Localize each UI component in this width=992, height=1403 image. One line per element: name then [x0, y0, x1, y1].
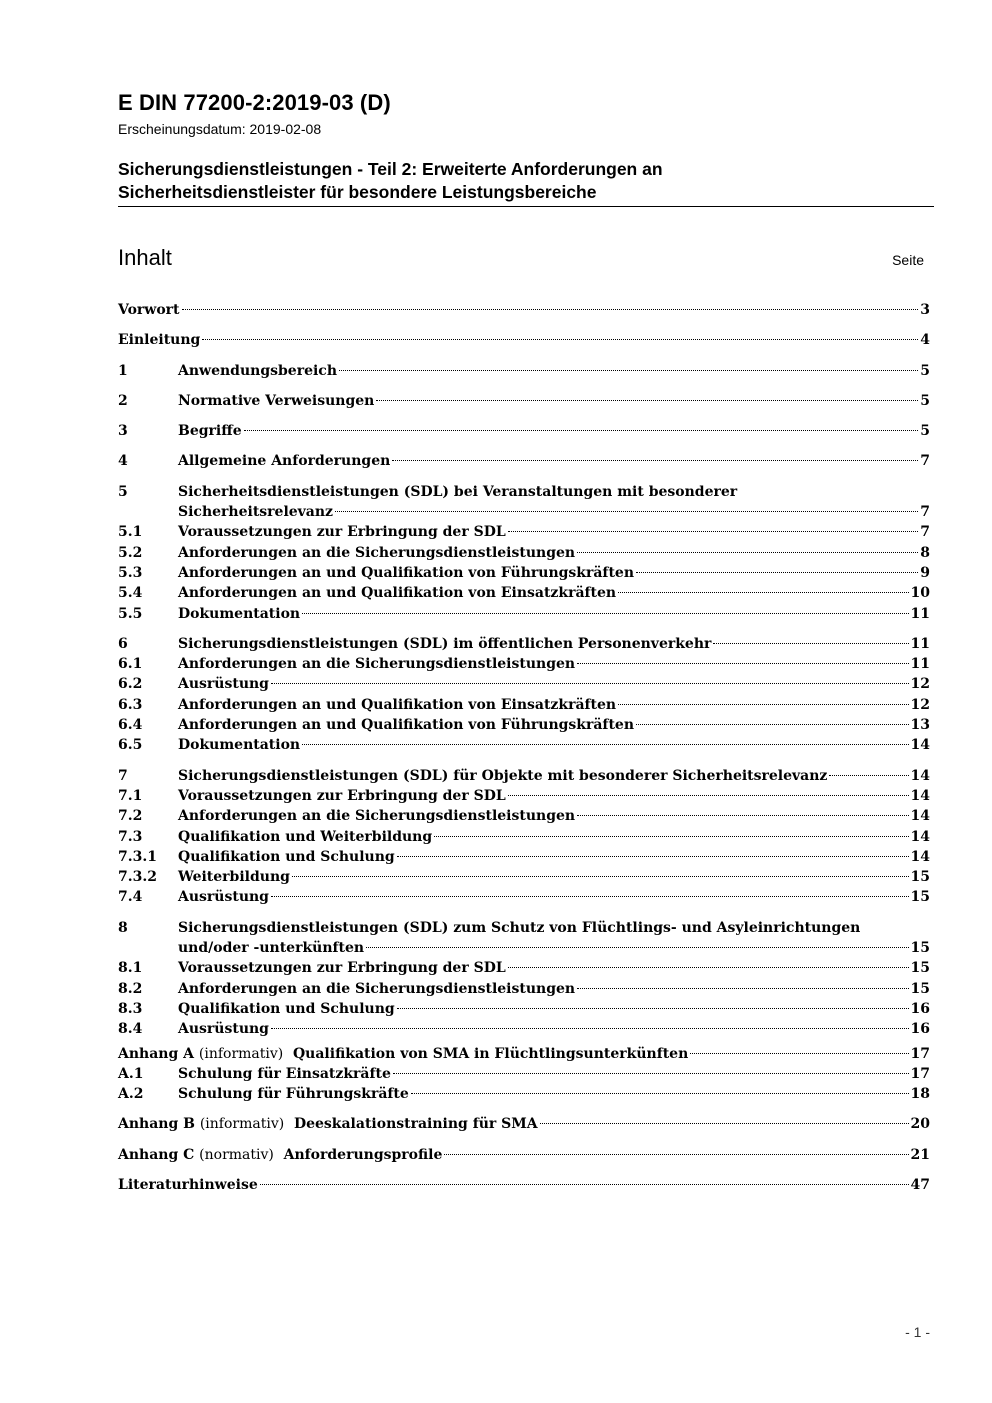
toc-entry-title: Begriffe — [178, 423, 242, 440]
toc-entry-title: Weiterbildung — [178, 869, 290, 886]
toc-entry-5[interactable] — [118, 482, 930, 523]
toc-entry-title: Anforderungen an und Qualifikation von Einsatzkräften — [178, 585, 617, 602]
toc-entry-number: 7.4 — [118, 889, 143, 906]
toc-entry-number: 6.4 — [118, 717, 143, 734]
document-title — [118, 158, 934, 207]
toc-entry-page: 9 — [920, 564, 930, 581]
toc-entry-7-4[interactable] — [118, 887, 930, 907]
toc-entry-title: Anwendungsbereich — [178, 362, 337, 379]
toc-entry-page: 18 — [910, 1086, 930, 1103]
toc-entry-title: Dokumentation — [178, 737, 301, 754]
toc-entry-title: Literaturhinweise — [118, 1176, 258, 1193]
toc-entry-title: Ausrüstung — [178, 1021, 269, 1038]
toc-entry-number: 7.3.1 — [118, 848, 157, 865]
toc-entry-title: Ausrüstung — [178, 889, 269, 906]
toc-entry-page: 15 — [910, 869, 930, 886]
toc-entry-number: 6.3 — [118, 696, 143, 713]
toc-entry-number: 8.3 — [118, 1000, 143, 1017]
toc-entry-page: 10 — [910, 585, 930, 602]
toc-entry-title: Voraussetzungen zur Erbringung der SDL — [178, 960, 506, 977]
toc-entry-page: 4 — [920, 332, 930, 349]
toc-entry-number: 7.3 — [118, 828, 143, 845]
toc-entry-page: 14 — [910, 828, 930, 845]
toc-annex-label: Anhang A — [118, 1045, 194, 1062]
toc-entry-number: 6.5 — [118, 737, 143, 754]
toc-entry-8-3[interactable] — [118, 999, 930, 1019]
toc-entry-page: 14 — [910, 767, 930, 784]
toc-entry-title-line-2: Sicherheitsrelevanz — [178, 504, 334, 521]
toc-entry-5-5[interactable] — [118, 604, 930, 624]
toc-entry-title: Sicherungsdienstleistungen (SDL) für Objekte mit besonderer Sicherheitsrelevanz — [178, 767, 828, 784]
toc-entry-7-1[interactable] — [118, 786, 930, 806]
toc-entry-title: Normative Verweisungen — [178, 392, 375, 409]
toc-entry-title: Qualifikation und Schulung — [178, 1000, 395, 1017]
toc-entry-7-3[interactable] — [118, 827, 930, 847]
toc-entry-4[interactable] — [118, 451, 930, 471]
toc-entry-8-2[interactable] — [118, 979, 930, 999]
toc-entry-number: 5 — [118, 483, 128, 500]
toc-entry-anhang-c[interactable] — [118, 1145, 930, 1165]
toc-entry-title-line-1: Sicherheitsdienstleistungen (SDL) bei Veranstaltungen mit besonderer — [178, 483, 738, 500]
toc-entry-number: 7.1 — [118, 787, 143, 804]
toc-entry-title: Voraussetzungen zur Erbringung der SDL — [178, 787, 506, 804]
toc-entry-number: 6 — [118, 635, 128, 652]
toc-entry-title-line-1: Sicherungsdienstleistungen (SDL) zum Schutz von Flüchtlings- und Asyleinrichtungen — [178, 919, 861, 936]
toc-entry-number: 5.2 — [118, 544, 143, 561]
toc-entry-page: 14 — [910, 737, 930, 754]
toc-entry-page: 12 — [910, 696, 930, 713]
toc-entry-number: 3 — [118, 423, 128, 440]
toc-entry-page: 7 — [920, 524, 930, 541]
toc-annex-kind: (informativ) — [198, 1045, 284, 1062]
document-id: E DIN 77200-2:2019-03 (D) — [118, 90, 391, 115]
toc-entry-number: 7 — [118, 767, 128, 784]
toc-entry-3[interactable] — [118, 421, 930, 441]
toc-entry-title: Anforderungsprofile — [283, 1146, 443, 1163]
toc-entry-page: 16 — [910, 1021, 930, 1038]
toc-entry-6-1[interactable] — [118, 654, 930, 674]
toc-entry-page: 5 — [920, 362, 930, 379]
toc-entry-page: 20 — [910, 1116, 930, 1133]
toc-entry-page: 14 — [910, 848, 930, 865]
toc-entry-title: Qualifikation und Weiterbildung — [178, 828, 433, 845]
toc-entry-einleitung[interactable] — [118, 330, 930, 350]
toc-entry-page: 13 — [910, 717, 930, 734]
toc-entry-number: 8.2 — [118, 980, 143, 997]
toc-heading: Inhalt — [118, 245, 172, 270]
toc-entry-5-2[interactable] — [118, 543, 930, 563]
toc-entry-title: Qualifikation von SMA in Flüchtlingsunterkünften — [292, 1045, 689, 1062]
toc-entry-page: 14 — [910, 787, 930, 804]
toc-entry-5-4[interactable] — [118, 583, 930, 603]
toc-entry-page: 15 — [910, 980, 930, 997]
toc-entry-page: 17 — [910, 1065, 930, 1082]
toc-entry-8-1[interactable] — [118, 958, 930, 978]
toc-entry-vorwort[interactable] — [118, 300, 930, 320]
toc-entry-page: 5 — [920, 392, 930, 409]
toc-entry-number: A.2 — [118, 1086, 144, 1103]
toc-entry-number: 6.2 — [118, 676, 143, 693]
toc-entry-5-3[interactable] — [118, 563, 930, 583]
toc-entry-number: A.1 — [118, 1065, 144, 1082]
toc-entry-anhang-a[interactable] — [118, 1044, 930, 1064]
toc-entry-a-1[interactable] — [118, 1064, 930, 1084]
toc-entry-number: 7.3.2 — [118, 869, 157, 886]
toc-entry-7[interactable] — [118, 766, 930, 786]
toc-entry-title: Allgemeine Anforderungen — [178, 453, 391, 470]
toc-annex-label: Anhang B — [118, 1116, 195, 1133]
toc-entry-title-line-2: und/oder -unterkünften — [178, 940, 365, 957]
toc-annex-kind: (normativ) — [199, 1146, 274, 1163]
toc-entry-title: Qualifikation und Schulung — [178, 848, 395, 865]
toc-entry-7-2[interactable] — [118, 806, 930, 826]
toc-entry-2[interactable] — [118, 391, 930, 411]
toc-entry-page: 15 — [910, 940, 930, 957]
toc-entry-page: 21 — [910, 1146, 930, 1163]
toc-entry-title: Ausrüstung — [178, 676, 269, 693]
toc-entry-8-4[interactable] — [118, 1019, 930, 1039]
toc-entry-page: 12 — [910, 676, 930, 693]
toc-annex-label: Anhang C — [118, 1146, 195, 1163]
toc-entry-page: 7 — [920, 504, 930, 521]
toc-entry-title: Anforderungen an die Sicherungsdienstleistungen — [178, 656, 576, 673]
toc-entry-page: 7 — [920, 453, 930, 470]
toc-entry-title: Schulung für Führungskräfte — [178, 1086, 409, 1103]
toc-entry-anhang-b[interactable] — [118, 1114, 930, 1134]
page-number: - 1 - — [905, 1324, 930, 1340]
toc-entry-title: Schulung für Einsatzkräfte — [178, 1065, 391, 1082]
toc-entry-title: Einleitung — [118, 332, 201, 349]
toc-entry-6-2[interactable] — [118, 674, 930, 694]
toc-entry-title: Deeskalationstraining für SMA — [293, 1116, 538, 1133]
toc-entry-number: 8.4 — [118, 1021, 143, 1038]
toc-entry-title: Anforderungen an die Sicherungsdienstleistungen — [178, 980, 576, 997]
toc-entry-6-5[interactable] — [118, 735, 930, 755]
toc-entry-page: 47 — [910, 1176, 930, 1193]
toc-entry-8[interactable] — [118, 918, 930, 959]
toc-entry-page: 15 — [910, 889, 930, 906]
toc-entry-1[interactable] — [118, 361, 930, 381]
toc-entry-literaturhinweise[interactable] — [118, 1175, 930, 1195]
toc-entry-title: Anforderungen an die Sicherungsdienstleistungen — [178, 544, 576, 561]
toc-entry-number: 8.1 — [118, 960, 143, 977]
toc-entry-number: 8 — [118, 919, 128, 936]
toc-entry-number: 4 — [118, 453, 128, 470]
toc-entry-number: 2 — [118, 392, 128, 409]
toc-entry-page: 11 — [910, 635, 930, 652]
toc-entry-page: 3 — [920, 302, 930, 318]
toc-entry-page: 16 — [910, 1000, 930, 1017]
toc-entry-5-1[interactable] — [118, 522, 930, 542]
document-title-line-2: Sicherheitsdienstleister für besondere Leistungsbereiche — [118, 182, 597, 202]
toc-entry-title: Dokumentation — [178, 605, 301, 622]
toc-entry-page: 17 — [910, 1045, 930, 1062]
toc-entry-title: Voraussetzungen zur Erbringung der SDL — [178, 524, 506, 541]
toc-entry-number: 1 — [118, 362, 128, 379]
toc-entry-title: Anforderungen an und Qualifikation von Einsatzkräften — [178, 696, 617, 713]
toc-entry-7-3-1[interactable] — [118, 847, 930, 867]
toc-entry-a-2[interactable] — [118, 1084, 930, 1104]
toc-entry-6-4[interactable] — [118, 715, 930, 735]
toc-entry-title: Anforderungen an die Sicherungsdienstleistungen — [178, 808, 576, 825]
toc-entry-number: 7.2 — [118, 808, 143, 825]
toc-entry-6[interactable] — [118, 634, 930, 654]
toc-entry-number: 5.5 — [118, 605, 143, 622]
toc-annex-kind: (informativ) — [199, 1116, 285, 1133]
toc-entry-page: 14 — [910, 808, 930, 825]
toc-entry-6-3[interactable] — [118, 695, 930, 715]
toc-entry-number: 5.4 — [118, 585, 143, 602]
toc-entry-title: Vorwort — [118, 302, 180, 318]
toc-entry-title: Sicherungsdienstleistungen (SDL) im öffentlichen Personenverkehr — [178, 635, 712, 652]
toc-entry-title: Anforderungen an und Qualifikation von Führungskräften — [178, 564, 635, 581]
toc-entry-page: 5 — [920, 423, 930, 440]
toc-entry-number: 5.3 — [118, 564, 143, 581]
toc-entry-page: 8 — [920, 544, 930, 561]
publication-date: Erscheinungsdatum: 2019-02-08 — [118, 121, 322, 137]
toc-entry-page: 11 — [910, 656, 930, 673]
toc-entry-number: 6.1 — [118, 656, 143, 673]
toc-entry-7-3-2[interactable] — [118, 867, 930, 887]
toc-entry-page: 11 — [910, 605, 930, 622]
toc-entry-title: Anforderungen an und Qualifikation von Führungskräften — [178, 717, 635, 734]
toc-page-column-label: Seite — [892, 252, 924, 268]
toc-entry-number: 5.1 — [118, 524, 143, 541]
toc-entry-page: 15 — [910, 960, 930, 977]
table-of-contents — [118, 300, 930, 1195]
document-title-line-1: Sicherungsdienstleistungen - Teil 2: Erweiterte Anforderungen an — [118, 159, 663, 179]
